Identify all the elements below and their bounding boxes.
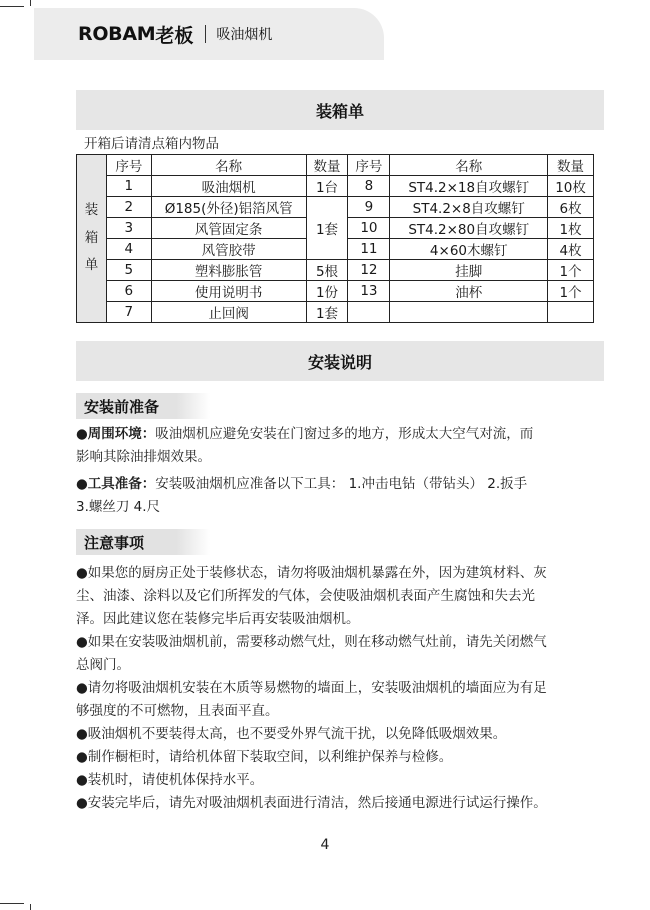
- table-side-label: 装 箱 单: [77, 155, 107, 323]
- header-qty: 数量: [306, 155, 348, 176]
- header-qty-right: 数量: [548, 155, 594, 176]
- note-line: 尘、油漆、涂料以及它们所挥发的气体，会使吸油烟机表面产生腐蚀和失去光: [76, 588, 535, 604]
- brand-logo: ROBAM: [78, 23, 156, 45]
- prep-tools: ●工具准备：安装吸油烟机应准备以下工具： 1.冲击电钻（带钻头） 2.扳手 3.螺丝刀 4.尺: [76, 476, 528, 515]
- packing-list-title: 装箱单: [76, 90, 604, 130]
- table-row: 5 塑料膨胀管 5根 12 挂脚 1个: [77, 260, 594, 281]
- table-header-row: [77, 155, 594, 176]
- qty-merged-set: 1套: [306, 197, 348, 260]
- header-divider: [205, 25, 206, 43]
- table-row: 2 Ø185(外径)铝箔风管 1套 9 ST4.2×8自攻螺钉 6枚: [77, 197, 594, 218]
- note-line: 总阀门。: [76, 657, 130, 673]
- prep-environment: ●周围环境：吸油烟机应避免安装在门窗过多的地方，形成太大空气对流，而 影响其除油排烟效果。: [76, 426, 534, 465]
- product-name: 吸油烟机: [216, 27, 273, 43]
- table-row: 3 风管固定条 10 ST4.2×80自攻螺钉 1枚: [77, 218, 594, 239]
- note-line: ●请勿将吸油烟机安装在木质等易燃物的墙面上，安装吸油烟机的墙面应为有足: [76, 680, 547, 696]
- notes-list: [76, 562, 606, 815]
- header-name: 名称: [151, 155, 306, 176]
- crop-mark-top-horizontal: [0, 6, 24, 7]
- note-line: ●装机时，请使机体保持水平。: [76, 772, 264, 788]
- table-row: 7 止回阀 1套: [77, 302, 594, 323]
- brand-logo-cn: 老板: [155, 24, 194, 47]
- header-no-right: 序号: [348, 155, 390, 176]
- packing-intro: 开箱后请清点箱内物品: [84, 136, 219, 152]
- table-row: 4 风管胶带 11 4×60木螺钉 4枚: [77, 239, 594, 260]
- note-line: ●如果在安装吸油烟机前，需要移动燃气灶，则在移动燃气灶前，请先关闭燃气: [76, 634, 547, 650]
- note-line: ●吸油烟机不要装得太高，也不要受外界气流干扰，以免降低吸烟效果。: [76, 726, 507, 742]
- header-name-right: 名称: [390, 155, 548, 176]
- crop-mark-top-vertical: [30, 0, 31, 6]
- page-header: [34, 8, 384, 60]
- crop-mark-bottom-horizontal: [0, 903, 24, 904]
- page-number: 4: [320, 837, 330, 853]
- note-line: ●制作橱柜时，请给机体留下装取空间，以利维护保养与检修。: [76, 749, 453, 765]
- notes-heading: 注意事项: [76, 529, 210, 555]
- prep-heading: 安装前准备: [76, 393, 210, 419]
- note-line: 泽。因此建议您在装修完毕后再安装吸油烟机。: [76, 611, 360, 627]
- crop-mark-bottom-vertical: [30, 904, 31, 910]
- table-row: 1 吸油烟机 1台 8 ST4.2×18自攻螺钉 10枚: [77, 176, 594, 197]
- note-line: 够强度的不可燃物，且表面平直。: [76, 703, 279, 719]
- note-line: ●如果您的厨房正处于装修状态，请勿将吸油烟机暴露在外，因为建筑材料、灰: [76, 565, 547, 581]
- header-no: 序号: [106, 155, 151, 176]
- note-line: ●安装完毕后，请先对吸油烟机表面进行清洁，然后接通电源进行试运行操作。: [76, 795, 547, 811]
- table-row: 6 使用说明书 1份 13 油杯 1个: [77, 281, 594, 302]
- packing-table: [76, 154, 594, 323]
- install-instructions-title: 安装说明: [76, 341, 604, 381]
